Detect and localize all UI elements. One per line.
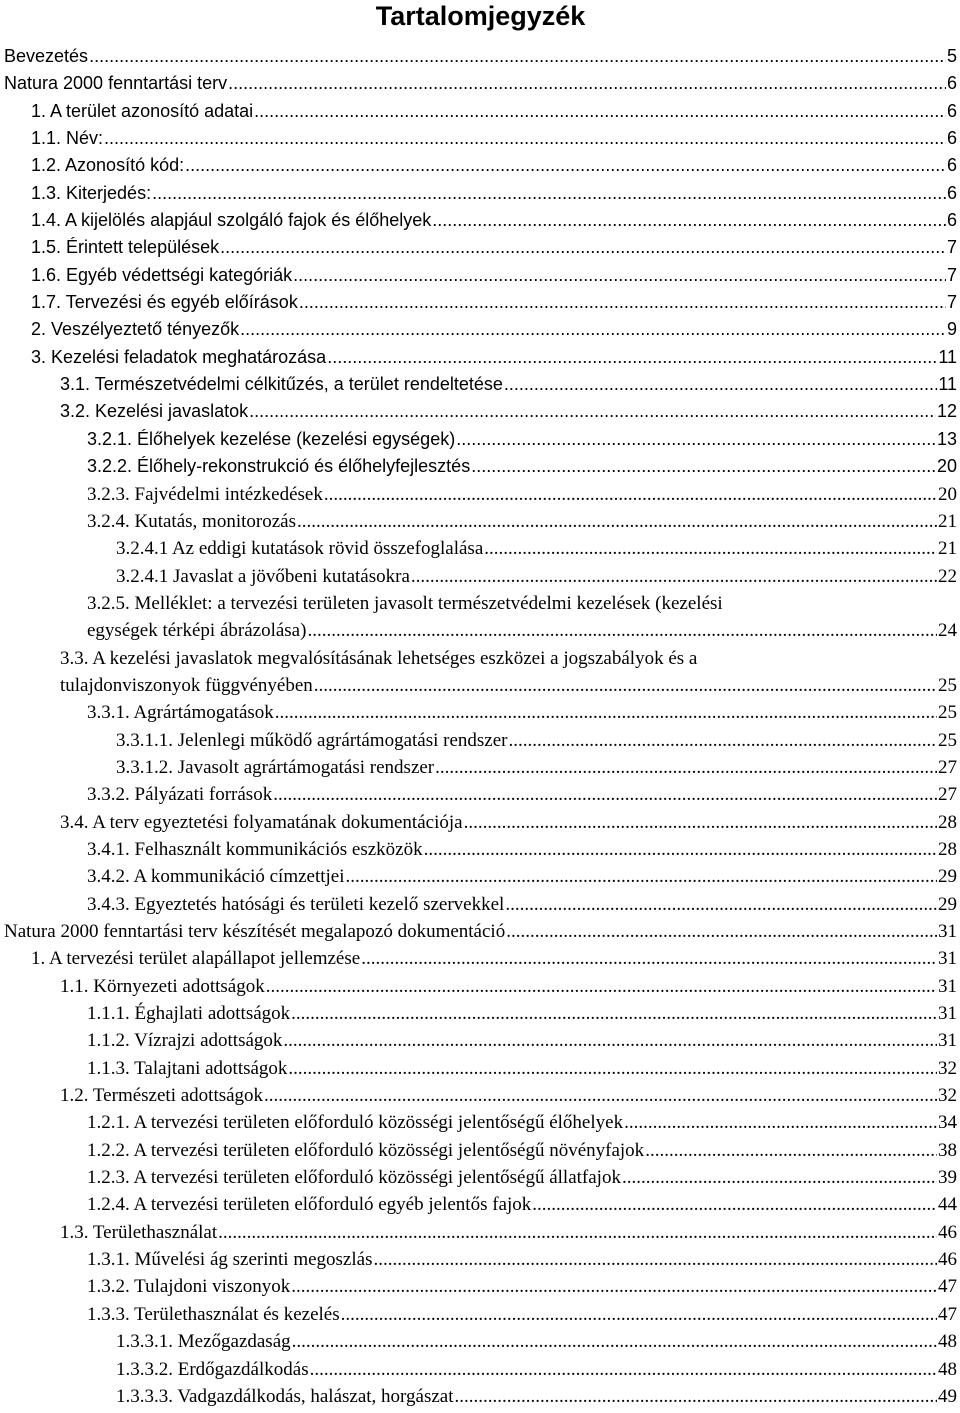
toc-page-number: 13	[936, 428, 957, 449]
toc-entry[interactable]	[4, 1055, 957, 1082]
toc-entry[interactable]	[4, 234, 957, 261]
toc-page-number: 21	[938, 538, 957, 560]
toc-entry[interactable]	[4, 98, 957, 125]
toc-dot-leader	[89, 43, 946, 70]
toc-entry[interactable]	[4, 1383, 957, 1410]
toc-page-number: 22	[938, 565, 957, 587]
toc-entry[interactable]	[4, 590, 957, 645]
toc-dot-leader	[346, 863, 937, 890]
toc-dot-leader	[464, 809, 937, 836]
toc-entry-text: 1.3.3.3. Vadgazdálkodás, halászat, horgászat	[116, 1385, 454, 1407]
toc-entry[interactable]	[4, 1000, 957, 1027]
toc-entry[interactable]	[4, 1301, 957, 1328]
toc-page-number: 25	[938, 674, 957, 696]
toc-entry[interactable]	[4, 727, 957, 754]
toc-entry-text: 3.1. Természetvédelmi célkitűzés, a terület rendeltetése	[60, 374, 503, 395]
toc-entry-text: 1.2.4. A tervezési területen előforduló egyéb jelentős fajok	[87, 1194, 532, 1216]
toc-page-number: 6	[946, 210, 957, 231]
toc-entry-text: 3.4.1. Felhasznált kommunikációs eszközök	[87, 838, 423, 860]
toc-dot-leader	[299, 289, 946, 316]
toc-page-number: 29	[938, 866, 957, 888]
toc-page-number: 31	[938, 1030, 957, 1052]
toc-page-number: 31	[938, 1003, 957, 1025]
toc-dot-leader	[249, 398, 936, 425]
toc-entry[interactable]	[4, 398, 957, 425]
toc-entry-text: 1.2.1. A tervezési területen előforduló közösségi jelentőségű élőhelyek	[87, 1112, 624, 1134]
toc-entry-text: 1. A terület azonosító adatai	[31, 100, 254, 121]
toc-dot-leader	[504, 371, 937, 398]
toc-entry-text: 3.2.3. Fajvédelmi intézkedések	[87, 483, 323, 505]
toc-dot-leader	[341, 1301, 937, 1328]
toc-page-number: 20	[936, 456, 957, 477]
toc-entry-text: 1.3.3.1. Mezőgazdaság	[116, 1331, 291, 1353]
toc-entry-text: 1.2.3. A tervezési területen előforduló közösségi jelentőségű állatfajok	[87, 1167, 621, 1189]
toc-page-number: 38	[938, 1139, 957, 1161]
toc-dot-leader	[505, 891, 937, 918]
toc-page-number: 7	[946, 264, 957, 285]
toc-dot-leader	[218, 1219, 937, 1246]
toc-dot-leader	[324, 481, 937, 508]
toc-dot-leader	[283, 1027, 937, 1054]
toc-dot-leader	[288, 1055, 937, 1082]
toc-entry[interactable]	[4, 180, 957, 207]
toc-page-number: 25	[938, 729, 957, 751]
toc-entry[interactable]	[4, 945, 957, 972]
toc-entry[interactable]	[4, 1137, 957, 1164]
toc-entry-text: 3.2.5. Melléklet: a tervezési területen javasolt természetvédelmi kezelések (kezelési	[87, 592, 723, 614]
toc-dot-leader	[509, 727, 938, 754]
toc-page-number: 31	[938, 948, 957, 970]
toc-entry-text: Natura 2000 fenntartási terv készítését megalapozó dokumentáció	[4, 921, 506, 942]
toc-entry-text: 3.2.4.1 Az eddigi kutatások rövid összefoglalása	[116, 538, 484, 560]
toc-page-number: 32	[938, 1085, 957, 1107]
toc-dot-leader	[424, 836, 937, 863]
toc-entry-text: 1.7. Tervezési és egyéb előírások	[31, 292, 298, 313]
toc-page-number: 32	[938, 1057, 957, 1079]
toc-page-number: 47	[938, 1303, 957, 1325]
toc-page-number: 46	[938, 1221, 957, 1243]
toc-page-number: 6	[946, 100, 957, 121]
toc-dot-leader	[435, 754, 937, 781]
toc-page-number: 39	[938, 1167, 957, 1189]
toc-page-number: 27	[938, 784, 957, 806]
toc-entry-text: 1.2. Természeti adottságok	[60, 1085, 264, 1107]
toc-entry-text: 3.4.2. A kommunikáció címzettjei	[87, 866, 345, 888]
toc-dot-leader	[254, 98, 946, 125]
toc-entry-text-continuation: tulajdonviszonyok függvényében	[60, 674, 313, 696]
toc-dot-leader	[307, 617, 937, 644]
toc-page-number: 7	[946, 292, 957, 313]
toc-entry[interactable]	[4, 344, 957, 371]
toc-page-number: 21	[938, 510, 957, 532]
toc-entry[interactable]	[4, 262, 957, 289]
toc-entry-text: 1.5. Érintett települések	[31, 237, 220, 258]
toc-entry-text: Bevezetés	[4, 46, 89, 66]
toc-dot-leader	[310, 1356, 937, 1383]
toc-dot-leader	[240, 316, 946, 343]
toc-dot-leader	[624, 1109, 937, 1136]
toc-dot-leader	[622, 1164, 937, 1191]
toc-entry-text: 3.3.1.2. Javasolt agrártámogatási rendszer	[116, 756, 435, 778]
toc-dot-leader	[456, 426, 936, 453]
toc-entry-text: 1.2. Azonosító kód:	[31, 155, 185, 176]
toc-page-number: 25	[938, 702, 957, 724]
toc-entry-text: 3.2.1. Élőhelyek kezelése (kezelési egységek)	[87, 428, 456, 449]
toc-page-number: 7	[946, 237, 957, 258]
toc-page-number: 49	[938, 1385, 957, 1407]
toc-page-number: 34	[938, 1112, 957, 1134]
toc-page-number: 6	[946, 73, 957, 94]
toc-entry[interactable]	[4, 1164, 957, 1191]
toc-entry-text: 1. A tervezési terület alapállapot jellemzése	[31, 948, 361, 970]
toc-entry[interactable]	[4, 316, 957, 343]
toc-page-number: 24	[938, 620, 957, 642]
toc-dot-leader	[104, 125, 946, 152]
toc-dot-leader	[185, 152, 946, 179]
toc-entry-text: 1.3. Területhasználat	[60, 1221, 218, 1243]
toc-entry[interactable]	[4, 1191, 957, 1218]
toc-entry[interactable]	[4, 809, 957, 836]
toc-dot-leader	[292, 1328, 937, 1355]
toc-entry-text: 1.3. Kiterjedés:	[31, 182, 152, 203]
toc-entry[interactable]	[4, 1027, 957, 1054]
toc-dot-leader	[645, 1137, 937, 1164]
toc-entry-text: 1.3.2. Tulajdoni viszonyok	[87, 1276, 291, 1298]
toc-entry-text: 3.2. Kezelési javaslatok	[60, 401, 249, 422]
toc-dot-leader	[266, 973, 937, 1000]
toc-entry[interactable]	[4, 152, 957, 179]
toc-entry-text: 3.3. A kezelési javaslatok megvalósításának lehetséges eszközei a jogszabályok és a	[60, 647, 698, 669]
toc-entry[interactable]	[4, 891, 957, 918]
toc-dot-leader	[228, 70, 946, 97]
toc-dot-leader	[291, 1273, 937, 1300]
toc-page-number: 31	[938, 975, 957, 997]
toc-entry[interactable]	[4, 563, 957, 590]
toc-dot-leader	[361, 945, 937, 972]
toc-page-number: 11	[938, 374, 957, 395]
toc-page-number: 29	[938, 893, 957, 915]
toc-entry[interactable]	[4, 70, 957, 97]
toc-entry[interactable]	[4, 1246, 957, 1273]
toc-entry-text: 1.3.3. Területhasználat és kezelés	[87, 1303, 340, 1325]
toc-entry[interactable]	[4, 43, 957, 70]
toc-dot-leader	[297, 508, 937, 535]
toc-dot-leader	[273, 781, 937, 808]
toc-dot-leader	[411, 563, 937, 590]
toc-entry[interactable]	[4, 645, 957, 700]
page-title: Tartalomjegyzék	[375, 1, 586, 31]
toc-page-number: 44	[938, 1194, 957, 1216]
toc-entry[interactable]	[4, 1328, 957, 1355]
toc-entry-text: 1.1.3. Talajtani adottságok	[87, 1057, 288, 1079]
toc-dot-leader	[327, 344, 937, 371]
toc-page-number: 46	[938, 1249, 957, 1271]
toc-page-number: 28	[938, 811, 957, 833]
toc-dot-leader	[152, 180, 946, 207]
toc-page-number: 28	[938, 838, 957, 860]
toc-entry-text: 3.4. A terv egyeztetési folyamatának dokumentációja	[60, 811, 463, 833]
toc-entry-text: 3.3.1. Agrártámogatások	[87, 702, 274, 724]
toc-entry[interactable]	[4, 426, 957, 453]
toc-entry[interactable]	[4, 918, 957, 945]
toc-dot-leader	[291, 1000, 937, 1027]
toc-dot-leader	[532, 1191, 937, 1218]
toc-entry[interactable]	[4, 1273, 957, 1300]
toc-page-number: 6	[946, 155, 957, 176]
toc-entry-text: 1.1.2. Vízrajzi adottságok	[87, 1030, 283, 1052]
toc-entry[interactable]	[4, 754, 957, 781]
toc-entry[interactable]	[4, 508, 957, 535]
toc-page-number: 47	[938, 1276, 957, 1298]
toc-entry-text: 3.3.1.1. Jelenlegi működő agrártámogatási rendszer	[116, 729, 508, 751]
toc-entry[interactable]	[4, 207, 957, 234]
toc-page-number: 12	[936, 401, 957, 422]
toc-dot-leader	[484, 535, 937, 562]
toc-entry-text: Natura 2000 fenntartási terv	[4, 73, 228, 94]
toc-page-number: 6	[946, 182, 957, 203]
toc-entry[interactable]	[4, 125, 957, 152]
toc-entry-text: 1.3.1. Művelési ág szerinti megoszlás	[87, 1249, 373, 1271]
toc-entry[interactable]	[4, 1219, 957, 1246]
toc-page-number: 20	[938, 483, 957, 505]
table-of-contents	[4, 43, 957, 1410]
toc-dot-leader	[373, 1246, 937, 1273]
toc-page-number: 27	[938, 756, 957, 778]
toc-dot-leader	[506, 918, 937, 945]
toc-page-number: 31	[938, 921, 957, 942]
toc-entry[interactable]	[4, 289, 957, 316]
toc-entry[interactable]	[4, 535, 957, 562]
toc-entry[interactable]	[4, 453, 957, 480]
toc-dot-leader	[455, 1383, 937, 1410]
toc-entry-text-continuation: egységek térképi ábrázolása)	[87, 620, 307, 642]
toc-entry[interactable]	[4, 699, 957, 726]
toc-dot-leader	[314, 672, 937, 699]
toc-page-number: 48	[938, 1358, 957, 1380]
toc-entry[interactable]	[4, 1356, 957, 1383]
toc-entry-text: 3.2.4.1 Javaslat a jövőbeni kutatásokra	[116, 565, 410, 587]
toc-entry[interactable]	[4, 1082, 957, 1109]
toc-entry-text: 3.4.3. Egyeztetés hatósági és területi kezelő szervekkel	[87, 893, 505, 915]
toc-page-number: 48	[938, 1331, 957, 1353]
toc-entry[interactable]	[4, 863, 957, 890]
toc-entry[interactable]	[4, 481, 957, 508]
toc-entry-text: 1.1.1. Éghajlati adottságok	[87, 1003, 291, 1025]
toc-page-number: 5	[946, 46, 957, 66]
toc-entry-text: 1.4. A kijelölés alapjául szolgáló fajok és élőhelyek	[31, 210, 432, 231]
toc-entry-text: 3.3.2. Pályázati források	[87, 784, 273, 806]
toc-entry-text: 1.6. Egyéb védettségi kategóriák	[31, 264, 293, 285]
toc-entry[interactable]	[4, 836, 957, 863]
toc-entry-text: 1.1. Név:	[31, 128, 104, 149]
toc-dot-leader	[220, 234, 946, 261]
toc-entry[interactable]	[4, 371, 957, 398]
toc-entry-text: 1.1. Környezeti adottságok	[60, 975, 265, 997]
toc-entry-text: 1.3.3.2. Erdőgazdálkodás	[116, 1358, 309, 1380]
toc-entry-text: 2. Veszélyeztető tényezők	[31, 319, 240, 340]
toc-dot-leader	[471, 453, 936, 480]
toc-entry-text: 3.2.2. Élőhely-rekonstrukció és élőhelyfejlesztés	[87, 456, 471, 477]
toc-entry[interactable]	[4, 1109, 957, 1136]
toc-page-number: 6	[946, 128, 957, 149]
toc-dot-leader	[432, 207, 946, 234]
toc-dot-leader	[275, 699, 937, 726]
toc-page-number: 9	[946, 319, 957, 340]
toc-dot-leader	[264, 1082, 937, 1109]
toc-dot-leader	[293, 262, 946, 289]
toc-entry-text: 1.2.2. A tervezési területen előforduló közösségi jelentőségű növényfajok	[87, 1139, 645, 1161]
toc-entry[interactable]	[4, 973, 957, 1000]
toc-entry-text: 3.2.4. Kutatás, monitorozás	[87, 510, 296, 532]
toc-entry[interactable]	[4, 781, 957, 808]
toc-entry-text: 3. Kezelési feladatok meghatározása	[31, 346, 327, 367]
toc-page-number: 11	[938, 346, 957, 367]
